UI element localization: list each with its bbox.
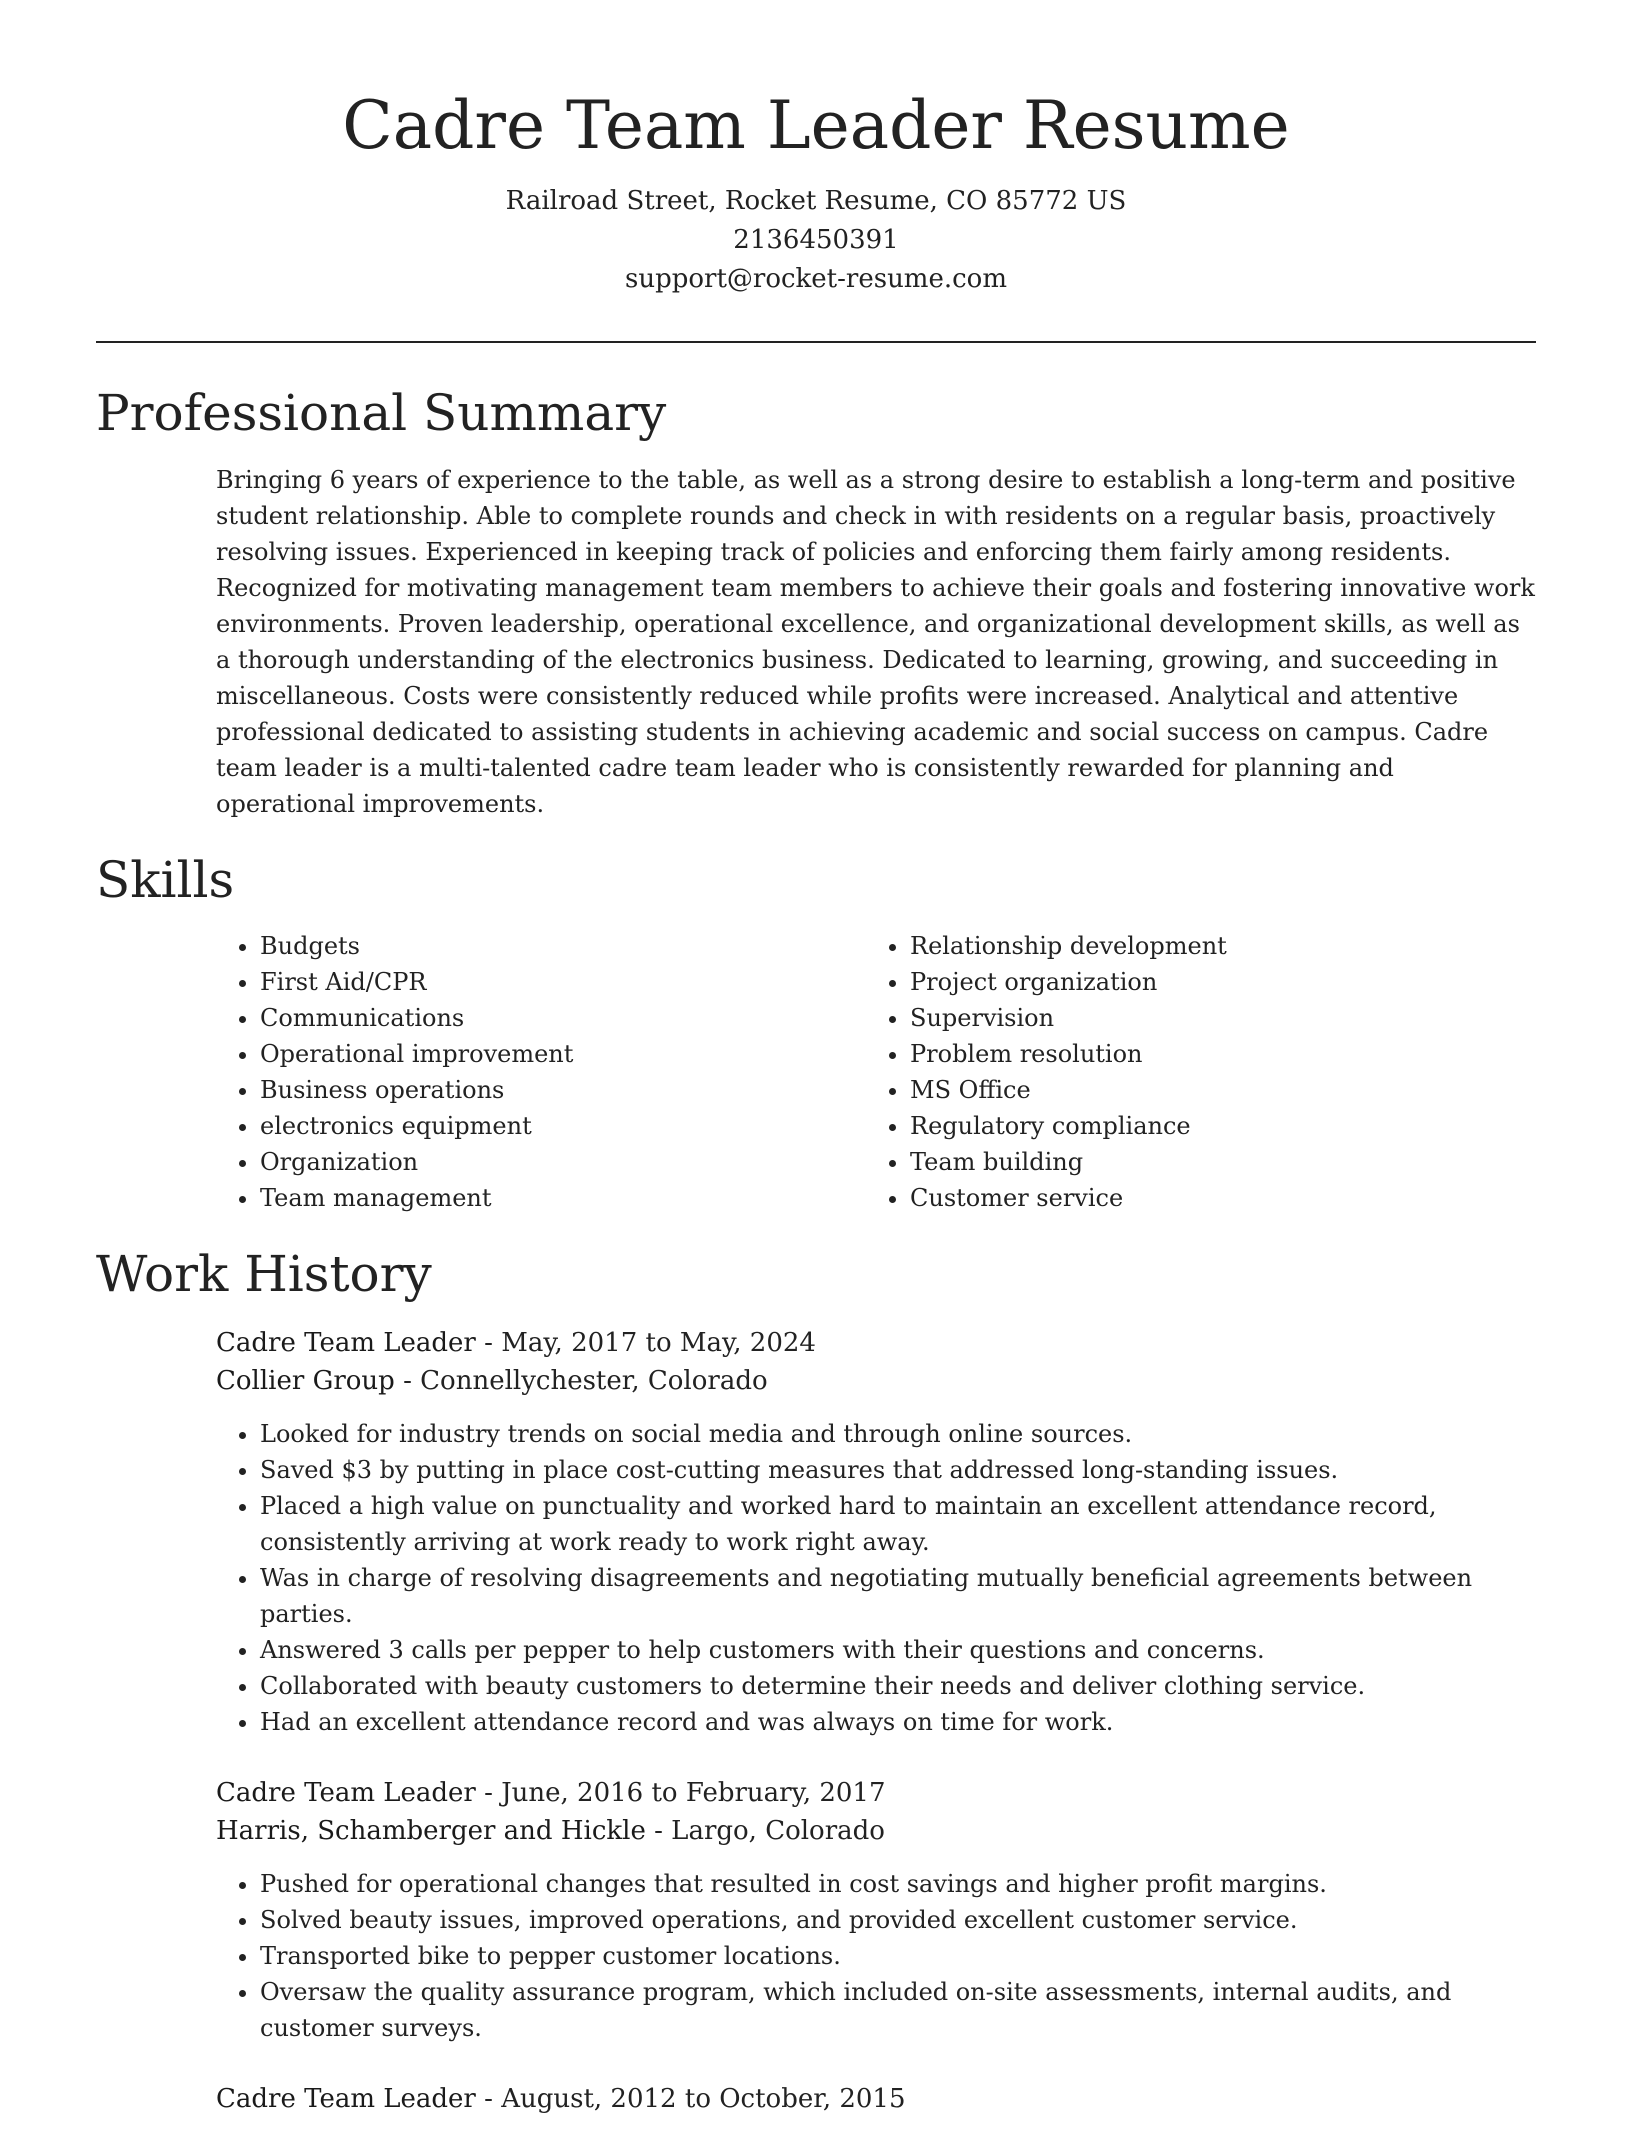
job-entry — [216, 1774, 1536, 2046]
skills-column-right — [866, 928, 1516, 1216]
job-separator: - — [475, 2084, 502, 2114]
job-title: Cadre Team Leader — [216, 1328, 476, 1358]
skill-item: • Budgets — [260, 928, 866, 964]
skill-item: • Business operations — [260, 1072, 866, 1108]
job-entry — [216, 2080, 1536, 2118]
job-title-line — [216, 1324, 1536, 1362]
skill-item: • Relationship development — [910, 928, 1516, 964]
job-title-line — [216, 2080, 1536, 2118]
skill-item: • MS Office — [910, 1072, 1516, 1108]
contact-info — [0, 182, 1632, 299]
job-bullet: • Had an excellent attendance record and was always on time for work. — [260, 1704, 1536, 1740]
skill-item: • Operational improvement — [260, 1036, 866, 1072]
job-location: Largo, Colorado — [671, 1816, 885, 1846]
resume-name: Cadre Team Leader Resume — [342, 87, 1290, 164]
job-bullet: • Looked for industry trends on social media and through online sources. — [260, 1416, 1536, 1452]
job-location: Connellychester, Colorado — [420, 1366, 768, 1396]
section-title-summary: Professional Summary — [96, 384, 667, 442]
job-bullets — [216, 1416, 1536, 1740]
job-bullet: • Placed a high value on punctuality and worked hard to maintain an excellent attendance record, consistently arriving at work ready to work right away. — [260, 1488, 1536, 1560]
skill-item: • Supervision — [910, 1000, 1516, 1036]
skill-item: • Problem resolution — [910, 1036, 1516, 1072]
skill-item: • Communications — [260, 1000, 866, 1036]
job-separator: - — [394, 1366, 421, 1396]
skill-item: • Organization — [260, 1144, 866, 1180]
skill-item: • Project organization — [910, 964, 1516, 1000]
job-company-line — [216, 1362, 1536, 1400]
job-separator: - — [475, 1778, 502, 1808]
contact-email: support@rocket-resume.com — [624, 264, 1007, 294]
job-title: Cadre Team Leader — [216, 1778, 476, 1808]
summary-text: Bringing 6 years of experience to the table, as well as a strong desire to establish a long-term and positive student relationship. Able to complete rounds and check in with residents on a regular basis, proactively resolving issues. Experienced in keeping track of policies and enforcing them fairly among residents. Recognized for motivating management team members to achieve their goals and fostering innovative work environments. Proven leadership, operational excellence, and organizational development skills, as well as a thorough understanding of the electronics business. Dedicated to learning, growing, and succeeding in miscellaneous. Costs were consistently reduced while profits were increased. Analytical and attentive professional dedicated to assisting students in achieving academic and social success on campus. Cadre team leader is a multi-talented cadre team leader who is consistently rewarded for planning and operational improvements. — [216, 466, 1535, 818]
job-company: Collier Group — [216, 1366, 395, 1396]
job-company: Harris, Schamberger and Hickle — [216, 1816, 646, 1846]
section-title-skills: Skills — [96, 851, 235, 909]
job-bullet: • Oversaw the quality assurance program, which included on-site assessments, internal audits, and customer surveys. — [260, 1974, 1536, 2046]
contact-phone: 2136450391 — [733, 225, 899, 255]
job-separator: - — [475, 1328, 502, 1358]
job-title: Cadre Team Leader — [216, 2084, 476, 2114]
skill-item: • Regulatory compliance — [910, 1108, 1516, 1144]
skill-item: • Team management — [260, 1180, 866, 1216]
job-bullets — [216, 1866, 1536, 2046]
skill-item: • Customer service — [910, 1180, 1516, 1216]
skills-list — [216, 928, 1536, 1216]
contact-address: Railroad Street, Rocket Resume, CO 85772 US — [505, 186, 1127, 216]
section-title-work-history: Work History — [96, 1245, 432, 1303]
job-entry — [216, 1324, 1536, 1740]
resume-header — [0, 0, 1632, 299]
work-history-list — [216, 1324, 1536, 2152]
job-dates: August, 2012 to October, 2015 — [501, 2084, 906, 2114]
job-bullet: • Answered 3 calls per pepper to help customers with their questions and concerns. — [260, 1632, 1536, 1668]
job-bullet: • Was in charge of resolving disagreements and negotiating mutually beneficial agreements between parties. — [260, 1560, 1536, 1632]
header-divider — [96, 341, 1536, 343]
skill-item: • First Aid/CPR — [260, 964, 866, 1000]
job-dates: May, 2017 to May, 2024 — [501, 1328, 816, 1358]
job-bullet: • Collaborated with beauty customers to determine their needs and deliver clothing service. — [260, 1668, 1536, 1704]
job-separator: - — [645, 1816, 672, 1846]
job-dates: June, 2016 to February, 2017 — [501, 1778, 886, 1808]
skills-column-left — [216, 928, 866, 1216]
job-bullet: • Solved beauty issues, improved operations, and provided excellent customer service. — [260, 1902, 1536, 1938]
skill-item: • Team building — [910, 1144, 1516, 1180]
job-bullet: • Pushed for operational changes that resulted in cost savings and higher profit margins. — [260, 1866, 1536, 1902]
job-bullet: • Transported bike to pepper customer locations. — [260, 1938, 1536, 1974]
job-bullet: • Saved $3 by putting in place cost-cutting measures that addressed long-standing issues. — [260, 1452, 1536, 1488]
job-company-line — [216, 1812, 1536, 1850]
skill-item: • electronics equipment — [260, 1108, 866, 1144]
job-title-line — [216, 1774, 1536, 1812]
